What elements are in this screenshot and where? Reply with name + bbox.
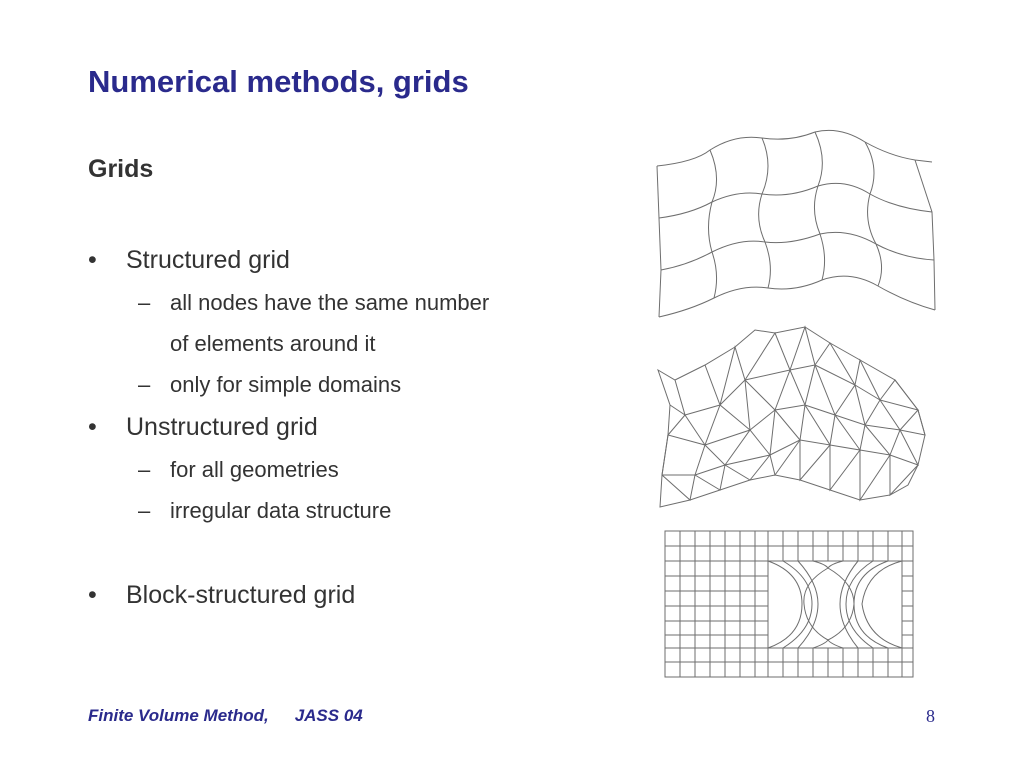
footer-course: Finite Volume Method, [88,706,269,725]
sub-bullet-text: irregular data structure [170,498,392,523]
bullet-marker: • [88,413,97,441]
slide-subtitle: Grids [88,155,154,183]
footer-event: JASS 04 [294,706,363,725]
bullet-block-structured-grid [88,581,355,610]
bullet-structured-grid [88,246,290,275]
structured-grid-figure [650,120,945,325]
dash-marker: – [138,457,151,482]
bullet-text: Structured grid [126,246,290,274]
sub-bullet-text: for all geometries [170,457,339,482]
dash-marker: – [138,290,151,315]
sub-bullet-text: only for simple domains [170,372,402,397]
slide-footer [88,706,363,726]
bullet-text: Block-structured grid [126,581,356,609]
bullet-unstructured-grid [88,413,318,442]
sub-bullet-text: all nodes have the same number [170,290,490,315]
dash-marker: – [138,372,151,397]
bullet-text: Unstructured grid [126,413,318,441]
page-number: 8 [926,706,935,726]
sub-bullet-continuation [170,331,375,357]
dash-marker: – [138,498,151,523]
sub-bullet-same-number [138,290,489,316]
sub-bullet-all-geometries [138,457,339,483]
unstructured-grid-figure [650,325,935,515]
block-structured-grid-figure [662,528,916,680]
bullet-marker: • [88,246,97,274]
bullet-marker: • [88,581,97,609]
sub-bullet-simple-domains [138,372,401,398]
sub-bullet-text: of elements around it [170,331,376,356]
sub-bullet-irregular-data [138,498,391,524]
slide-title: Numerical methods, grids [88,64,469,99]
